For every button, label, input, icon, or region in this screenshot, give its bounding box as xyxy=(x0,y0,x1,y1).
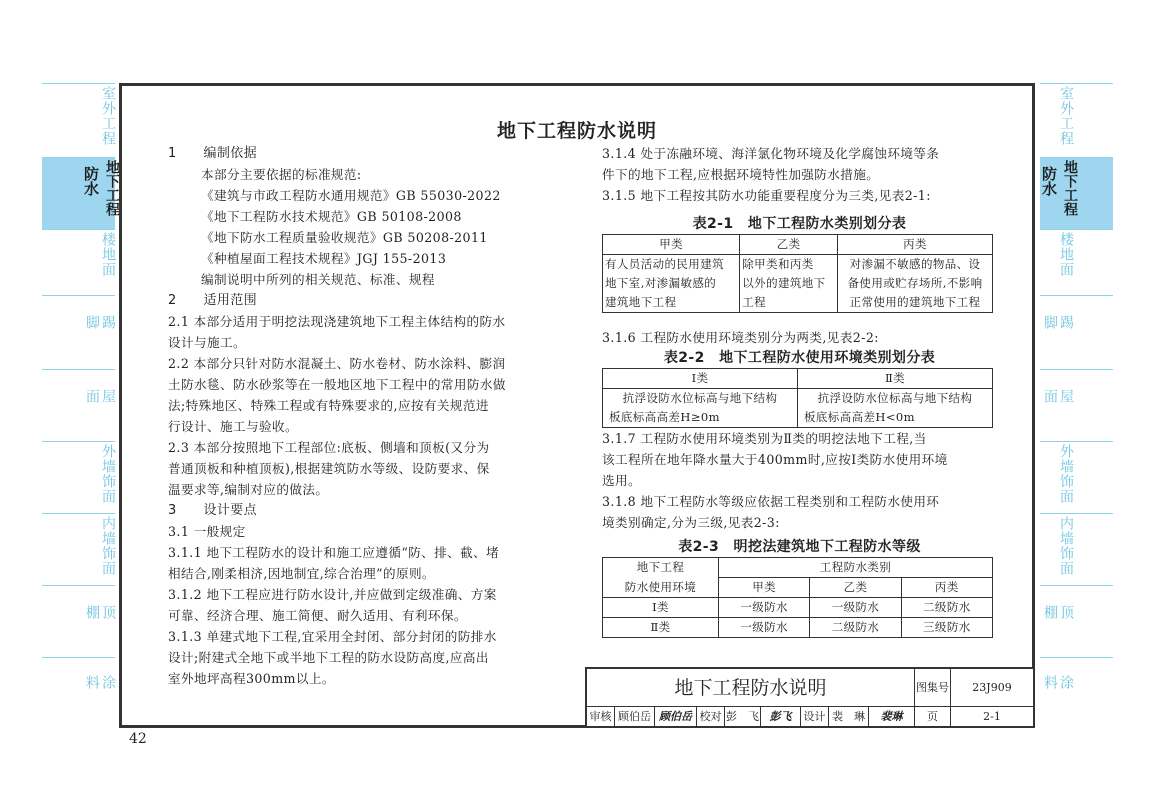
tab-label: 踢脚 xyxy=(1042,315,1074,352)
right-tab-strip xyxy=(1040,83,1113,723)
table-cell: 地下室,对渗漏敏感的 xyxy=(603,274,740,293)
text-line: 行设计、施工与验收。 xyxy=(168,419,298,434)
table-cell: 建筑地下工程 xyxy=(603,293,740,313)
tab-label: 内墙饰面 xyxy=(1058,516,1074,576)
tab-label: 楼地面 xyxy=(100,232,116,277)
atlas-label: 图集号 xyxy=(915,669,951,707)
tab-right-6[interactable] xyxy=(1040,513,1113,585)
table-row xyxy=(603,618,993,638)
text-line: 室外地坪高程300mm以上。 xyxy=(168,671,335,686)
table-row xyxy=(603,389,993,409)
text-line: 3.1.6 工程防水使用环境类别分为两类,见表2-2: xyxy=(602,330,879,345)
left-tab-strip xyxy=(42,83,120,723)
right-column xyxy=(602,143,997,638)
table-row xyxy=(603,369,993,389)
tab-label: 楼地面 xyxy=(1058,232,1074,277)
table-cell: 抗浮设防水位标高与地下结构 xyxy=(603,389,798,409)
table-cell: 二级防水 xyxy=(901,598,992,618)
section-heading: 3 设计要点 xyxy=(168,503,258,518)
table-header: 防水使用环境 xyxy=(603,578,719,598)
text-line: 3.1.5 地下工程按其防水功能重要程度分为三类,见表2-1: xyxy=(602,188,931,203)
text-line: 3.1.3 单建式地下工程,宜采用全封闭、部分封闭的防排水 xyxy=(168,629,497,644)
drawing-frame xyxy=(119,83,1035,728)
table-row xyxy=(603,235,993,255)
table-cell: 有人员活动的民用建筑 xyxy=(603,255,740,275)
tab-label: 屋面 xyxy=(1042,388,1074,425)
table-cell: 抗浮设防水位标高与地下结构 xyxy=(798,389,993,409)
text-line: 《建筑与市政工程防水通用规范》GB 55030-2022 xyxy=(201,188,501,203)
tab-left-5[interactable] xyxy=(42,441,115,513)
table-cell: 板底标高高差H<0m xyxy=(798,408,993,428)
tab-right-4[interactable] xyxy=(1040,369,1113,441)
table-title: 表2-3 明挖法建筑地下工程防水等级 xyxy=(678,539,921,555)
atlas-number: 23J909 xyxy=(951,669,1033,707)
reviewer-signature: 顾伯岳 xyxy=(655,707,697,726)
page-title: 地下工程防水说明 xyxy=(496,120,657,142)
table-header: 乙类 xyxy=(810,578,901,598)
table-cell: 板底标高高差H≥0m xyxy=(603,408,798,428)
table-header: 地下工程 xyxy=(603,558,719,578)
tab-left-1[interactable] xyxy=(42,157,120,229)
tab-label: 室外工程 xyxy=(1058,86,1074,146)
tab-label: 外墙饰面 xyxy=(1058,444,1074,504)
designer-name: 裴 琳 xyxy=(829,707,869,726)
design-label: 设计 xyxy=(801,707,829,726)
review-label: 审核 xyxy=(587,707,615,726)
table-cell: Ⅰ类 xyxy=(603,598,719,618)
page-label: 页 xyxy=(915,707,951,726)
table-row xyxy=(603,293,993,313)
tab-left-4[interactable] xyxy=(42,369,115,441)
text-line: 境类别确定,分为三级,见表2-3: xyxy=(602,515,780,530)
tab-right-1[interactable] xyxy=(1040,157,1113,229)
designer-signature: 裴琳 xyxy=(869,707,915,726)
table-cell: 一级防水 xyxy=(719,618,810,638)
tab-label: 涂料 xyxy=(1042,675,1074,708)
table-2-3 xyxy=(602,557,993,638)
spacer xyxy=(602,313,997,327)
text-line: 相结合,刚柔相济,因地制宜,综合治理”的原则。 xyxy=(168,566,435,581)
tab-right-2[interactable] xyxy=(1040,229,1113,295)
table-cell: Ⅱ类 xyxy=(603,618,719,638)
tab-left-8[interactable] xyxy=(42,657,115,723)
text-line: 设计与施工。 xyxy=(168,335,246,350)
table-cell: 正常使用的建筑地下工程 xyxy=(838,293,993,313)
table-cell: 二级防水 xyxy=(810,618,901,638)
table-2-1 xyxy=(602,234,993,313)
table-cell: 工程 xyxy=(740,293,838,313)
table-row xyxy=(603,274,993,293)
text-line: 3.1.8 地下工程防水等级应依据工程类别和工程防水使用环 xyxy=(602,494,940,509)
text-line: 设计;附建式全地下或半地下工程的防水设防高度,应高出 xyxy=(168,650,489,665)
text-line: 《地下工程防水技术规范》GB 50108-2008 xyxy=(201,209,462,224)
text-line: 可靠、经济合理、施工简便、耐久适用、有利环保。 xyxy=(168,608,467,623)
check-label: 校对 xyxy=(697,707,725,726)
tab-label: 内墙饰面 xyxy=(100,516,116,576)
tab-right-0[interactable] xyxy=(1040,83,1113,157)
table-header: Ⅰ类 xyxy=(603,369,798,389)
section-heading: 2 适用范围 xyxy=(168,293,258,308)
text-line: 法;特殊地区、特殊工程或有特殊要求的,应按有关规范进 xyxy=(168,398,489,413)
tab-label: 涂料 xyxy=(84,675,116,708)
text-line: 土防水毯、防水砂浆等在一般地区地下工程中的常用防水做 xyxy=(168,377,506,392)
table-row xyxy=(603,255,993,275)
text-line: 编制说明中所列的相关规范、标准、规程 xyxy=(201,272,435,287)
tab-left-7[interactable] xyxy=(42,585,115,657)
text-line: 3.1 一般规定 xyxy=(168,524,246,539)
page-number: 42 xyxy=(129,731,147,747)
tab-left-0[interactable] xyxy=(42,83,115,157)
table-cell: 除甲类和丙类 xyxy=(740,255,838,275)
tab-left-3[interactable] xyxy=(42,295,115,369)
table-row xyxy=(603,558,993,578)
table-row xyxy=(603,578,993,598)
tab-label: 顶棚 xyxy=(84,604,116,641)
page-code: 2-1 xyxy=(983,710,1001,723)
tab-label: 屋面 xyxy=(84,388,116,425)
text-line: 3.1.7 工程防水使用环境类别为Ⅱ类的明挖法地下工程,当 xyxy=(602,431,927,446)
tab-label: 踢脚 xyxy=(84,315,116,352)
table-cell: 一级防水 xyxy=(810,598,901,618)
table-header: 丙类 xyxy=(901,578,992,598)
text-line: 3.1.4 处于冻融环境、海洋氯化物环境及化学腐蚀环境等条 xyxy=(602,146,940,161)
text-line: 件下的地下工程,应根据环境特性加强防水措施。 xyxy=(602,167,880,182)
tab-right-8[interactable] xyxy=(1040,657,1113,723)
table-title: 表2-1 地下工程防水类别划分表 xyxy=(692,216,907,232)
table-cell: 以外的建筑地下 xyxy=(740,274,838,293)
table-header: 丙类 xyxy=(838,235,993,255)
table-header: 甲类 xyxy=(603,235,740,255)
tab-right-5[interactable] xyxy=(1040,441,1113,513)
left-column xyxy=(168,143,563,689)
text-line: 2.1 本部分适用于明挖法现浇建筑地下工程主体结构的防水 xyxy=(168,314,506,329)
table-2-2 xyxy=(602,368,993,428)
tab-label: 防水 xyxy=(1040,166,1058,196)
checker-signature: 彭飞 xyxy=(761,707,801,726)
tab-left-2[interactable] xyxy=(42,229,115,295)
text-line: 该工程所在地年降水量大于400mm时,应按Ⅰ类防水使用环境 xyxy=(602,452,948,467)
text-line: 普通顶板和种植顶板),根据建筑防水等级、设防要求、保 xyxy=(168,461,490,476)
title-block-title: 地下工程防水说明 xyxy=(587,669,915,707)
text-line: 《种植屋面工程技术规程》JGJ 155-2013 xyxy=(201,251,447,266)
title-block xyxy=(585,667,1035,728)
table-header: 乙类 xyxy=(740,235,838,255)
table-cell: 三级防水 xyxy=(901,618,992,638)
text-line: 3.1.1 地下工程防水的设计和施工应遵循“防、排、截、堵 xyxy=(168,545,500,560)
text-line: 本部分主要依据的标准规范: xyxy=(201,167,362,182)
table-cell: 对渗漏不敏感的物品、设 xyxy=(838,255,993,275)
tab-left-6[interactable] xyxy=(42,513,115,585)
tab-right-3[interactable] xyxy=(1040,295,1113,369)
tab-sublabel: 地下工程 xyxy=(104,160,120,216)
reviewer-name: 顾伯岳 xyxy=(615,707,655,726)
table-cell: 一级防水 xyxy=(719,598,810,618)
table-row xyxy=(603,598,993,618)
tab-label: 顶棚 xyxy=(1042,604,1074,641)
table-header: 甲类 xyxy=(719,578,810,598)
section-heading: 1 编制依据 xyxy=(168,146,258,161)
table-title: 表2-2 地下工程防水使用环境类别划分表 xyxy=(663,350,936,366)
text-line: 3.1.2 地下工程应进行防水设计,并应做到定级准确、方案 xyxy=(168,587,497,602)
table-header: Ⅱ类 xyxy=(798,369,993,389)
tab-right-7[interactable] xyxy=(1040,585,1113,657)
checker-name: 彭 飞 xyxy=(725,707,761,726)
text-line: 2.2 本部分只针对防水混凝土、防水卷材、防水涂料、膨润 xyxy=(168,356,506,371)
tab-label: 防水 xyxy=(82,166,100,196)
text-line: 《地下防水工程质量验收规范》GB 50208-2011 xyxy=(201,230,488,245)
tab-label: 外墙饰面 xyxy=(100,444,116,504)
tab-sublabel: 地下工程 xyxy=(1062,160,1078,216)
text-line: 2.3 本部分按照地下工程部位:底板、侧墙和顶板(又分为 xyxy=(168,440,490,455)
text-line: 选用。 xyxy=(602,473,641,488)
text-line: 温要求等,编制对应的做法。 xyxy=(168,482,329,497)
tab-label: 室外工程 xyxy=(100,86,116,146)
table-row xyxy=(603,408,993,428)
table-header: 工程防水类别 xyxy=(719,558,993,578)
table-cell: 备使用或贮存场所,不影响 xyxy=(838,274,993,293)
